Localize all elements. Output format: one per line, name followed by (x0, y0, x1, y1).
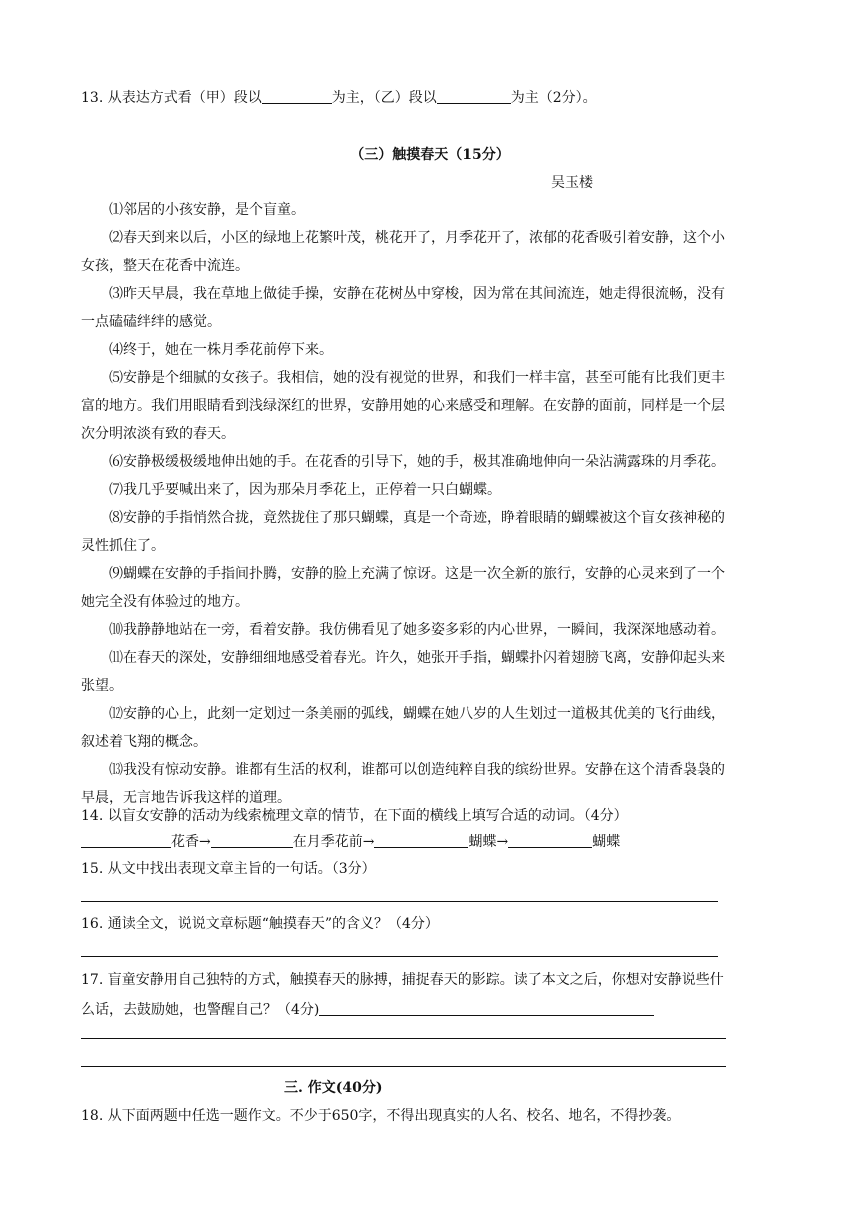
question-17-cont: 么话，去鼓励她，也警醒自己？（4分) (81, 1000, 654, 1020)
answer-line[interactable] (81, 901, 718, 902)
paragraph-10: ⑽我静静地站在一旁，看着安静。我仿佛看见了她多姿多彩的内心世界，一瞬间，我深深地感动着。 (109, 622, 725, 638)
answer-blank[interactable] (211, 832, 293, 848)
paragraph-8-cont: 灵性抓住了。 (81, 538, 165, 554)
answer-blank[interactable] (262, 88, 332, 104)
paragraph-5-cont: 富的地方。我们用眼睛看到浅绿深红的世界，安静用她的心来感受和理解。在安静的面前，同样是一个层 (81, 398, 725, 414)
paragraph-12-cont: 叙述着飞翔的概念。 (81, 734, 207, 750)
question-14: 14. 以盲女安静的活动为线索梳理文章的情节，在下面的横线上填写合适的动词。（4分） (81, 808, 628, 824)
answer-line[interactable] (81, 956, 718, 957)
question-15: 15. 从文中找出表现文章主旨的一句话。（3分） (81, 861, 376, 877)
question-17: 17. 盲童安静用自己独特的方式，触摸春天的脉搏，捕捉春天的影踪。读了本文之后，你想对安静说些什 (81, 972, 724, 988)
paragraph-11: ⑾在春天的深处，安静细细地感受着春光。许久，她张开手指，蝴蝶扑闪着翅膀飞离，安静仰起头来 (109, 650, 725, 666)
paragraph-3-cont: 一点磕磕绊绊的感觉。 (81, 314, 221, 330)
paragraph-2-cont: 女孩，整天在花香中流连。 (81, 258, 249, 274)
paragraph-5-cont: 次分明浓淡有致的春天。 (81, 426, 235, 442)
writing-section-title: 三. 作文(40分) (284, 1080, 383, 1096)
paragraph-3: ⑶昨天早晨，我在草地上做徒手操，安静在花树丛中穿梭，因为常在其间流连，她走得很流畅，没有 (109, 286, 725, 302)
paragraph-9-cont: 她完全没有体验过的地方。 (81, 594, 249, 610)
answer-blank[interactable] (319, 1000, 654, 1016)
paragraph-1: ⑴邻居的小孩安静，是个盲童。 (109, 202, 305, 218)
question-16: 16. 通读全文，说说文章标题“触摸春天”的含义？（4分） (81, 916, 439, 932)
answer-line[interactable] (81, 1066, 726, 1067)
paragraph-7: ⑺我几乎要喊出来了，因为那朵月季花上，正停着一只白蝴蝶。 (109, 482, 501, 498)
paragraph-4: ⑷终于，她在一株月季花前停下来。 (109, 342, 333, 358)
question-18: 18. 从下面两题中任选一题作文。不少于650字，不得出现真实的人名、校名、地名，不得抄袭。 (81, 1108, 681, 1124)
paragraph-9: ⑼蝴蝶在安静的手指间扑腾，安静的脸上充满了惊讶。这是一次全新的旅行，安静的心灵来到了一个 (109, 566, 725, 582)
paragraph-2: ⑵春天到来以后，小区的绿地上花繁叶茂，桃花开了，月季花开了，浓郁的花香吸引着安静，这个小 (109, 230, 725, 246)
answer-blank[interactable] (437, 88, 511, 104)
paragraph-13-cont: 早晨，无言地告诉我这样的道理。 (81, 790, 291, 806)
paragraph-8: ⑻安静的手指悄然合拢，竟然拢住了那只蝴蝶，真是一个奇迹，睁着眼睛的蝴蝶被这个盲女孩神秘的 (109, 510, 725, 526)
paragraph-11-cont: 张望。 (81, 678, 123, 694)
question-13: 13. 从表达方式看（甲）段以 为主，（乙）段以 为主（2分）。 (81, 90, 597, 106)
answer-blank[interactable] (81, 832, 171, 848)
paragraph-6: ⑹安静极缓极缓地伸出她的手。在花香的引导下，她的手，极其准确地伸向一朵沾满露珠的月季花。 (109, 454, 725, 470)
question-14-blanks: 花香→ 在月季花前→ 蝴蝶→ 蝴蝶 (81, 832, 620, 852)
answer-blank[interactable] (374, 832, 468, 848)
paragraph-5: ⑸安静是个细腻的女孩子。我相信，她的没有视觉的世界，和我们一样丰富，甚至可能有比我们更丰 (109, 370, 725, 386)
answer-line[interactable] (81, 1038, 726, 1039)
paragraph-13: ⒀我没有惊动安静。谁都有生活的权利，谁都可以创造纯粹自我的缤纷世界。安静在这个清香袅袅的 (109, 762, 725, 778)
section-title: （三）触摸春天（15分） (350, 147, 510, 163)
paragraph-12: ⑿安静的心上，此刻一定划过一条美丽的弧线，蝴蝶在她八岁的人生划过一道极其优美的飞行曲线， (109, 706, 725, 722)
answer-blank[interactable] (508, 832, 592, 848)
author: 吴玉楼 (551, 175, 593, 191)
